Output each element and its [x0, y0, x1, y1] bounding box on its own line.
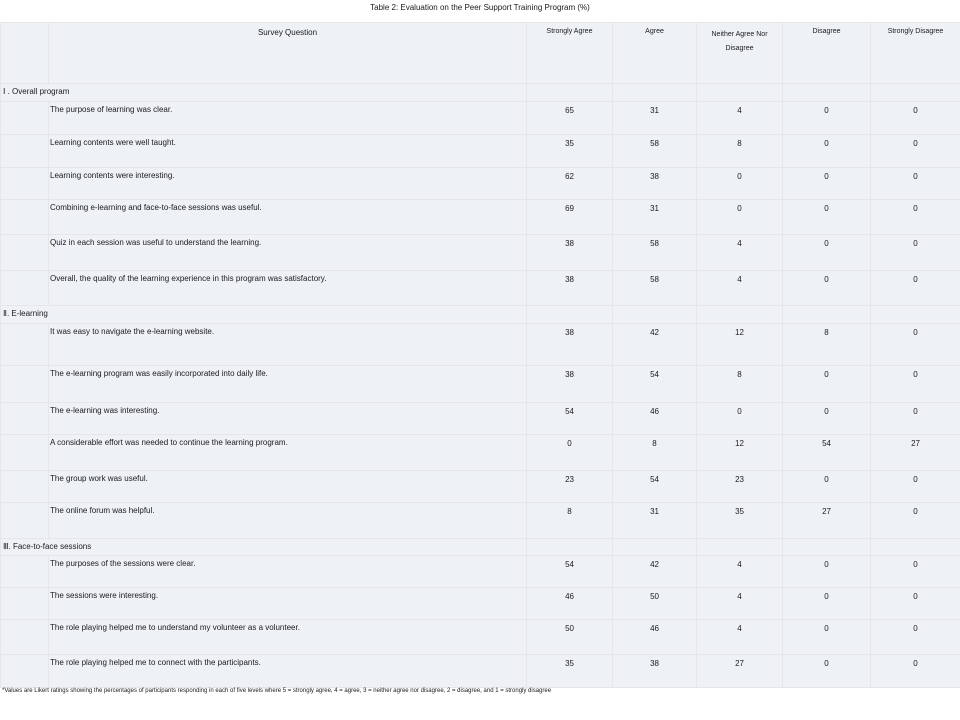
table-row	[1, 620, 960, 655]
neither-value: 8	[697, 135, 783, 168]
agree-value: 31	[613, 200, 697, 235]
survey-question-cell: The e-learning was interesting.	[49, 403, 527, 435]
disagree-value: 0	[783, 620, 871, 655]
section-empty-cell	[613, 306, 697, 324]
section-row	[1, 306, 960, 324]
row-stub-cell	[1, 366, 49, 403]
strongly-agree-value: 54	[527, 556, 613, 588]
agree-value: 31	[613, 503, 697, 539]
agree-value: 54	[613, 471, 697, 503]
disagree-value: 0	[783, 271, 871, 306]
strongly-disagree-value: 27	[871, 435, 960, 471]
strongly-disagree-value: 0	[871, 135, 960, 168]
section-label: Ⅲ. Face-to-face sessions	[1, 539, 527, 556]
table-row	[1, 655, 960, 688]
strongly-disagree-value: 0	[871, 102, 960, 135]
survey-question-cell: Combining e-learning and face-to-face sessions was useful.	[49, 200, 527, 235]
row-stub-cell	[1, 271, 49, 306]
strongly-agree-value: 50	[527, 620, 613, 655]
neither-value: 27	[697, 655, 783, 688]
agree-value: 42	[613, 556, 697, 588]
section-empty-cell	[613, 84, 697, 102]
row-stub-cell	[1, 200, 49, 235]
header-disagree: Disagree	[783, 23, 871, 84]
strongly-agree-value: 0	[527, 435, 613, 471]
survey-question-cell: The purpose of learning was clear.	[49, 102, 527, 135]
strongly-disagree-value: 0	[871, 200, 960, 235]
header-strongly-disagree: Strongly Disagree	[871, 23, 960, 84]
row-stub-cell	[1, 655, 49, 688]
strongly-agree-value: 38	[527, 366, 613, 403]
strongly-disagree-value: 0	[871, 471, 960, 503]
section-label: Ⅰ . Overall program	[1, 84, 527, 102]
survey-question-cell: The e-learning program was easily incorporated into daily life.	[49, 366, 527, 403]
neither-value: 4	[697, 235, 783, 271]
neither-value: 4	[697, 271, 783, 306]
table-row	[1, 135, 960, 168]
disagree-value: 0	[783, 588, 871, 620]
section-empty-cell	[783, 84, 871, 102]
neither-value: 12	[697, 435, 783, 471]
survey-question-cell: The online forum was helpful.	[49, 503, 527, 539]
neither-value: 4	[697, 102, 783, 135]
strongly-disagree-value: 0	[871, 655, 960, 688]
table-row	[1, 403, 960, 435]
strongly-disagree-value: 0	[871, 620, 960, 655]
section-empty-cell	[871, 306, 960, 324]
strongly-disagree-value: 0	[871, 366, 960, 403]
disagree-value: 0	[783, 168, 871, 200]
footnote: *Values are Likert ratings showing the percentages of participants responding in each of five levels where 5 = strongly agree, 4 = agree, 3 = neither agree nor disagree, 2 = disagree, and 1 = strongly disagree	[2, 688, 552, 694]
header-neither: Neither Agree Nor Disagree	[697, 23, 783, 84]
survey-question-cell: The role playing helped me to understand my volunteer as a volunteer.	[49, 620, 527, 655]
section-empty-cell	[871, 539, 960, 556]
agree-value: 42	[613, 324, 697, 366]
disagree-value: 0	[783, 403, 871, 435]
strongly-agree-value: 8	[527, 503, 613, 539]
row-stub-cell	[1, 556, 49, 588]
strongly-agree-value: 38	[527, 324, 613, 366]
table-row	[1, 168, 960, 200]
section-empty-cell	[527, 306, 613, 324]
disagree-value: 8	[783, 324, 871, 366]
table-row	[1, 435, 960, 471]
survey-table	[0, 22, 960, 688]
neither-value: 4	[697, 588, 783, 620]
agree-value: 31	[613, 102, 697, 135]
disagree-value: 0	[783, 366, 871, 403]
header-row	[1, 23, 960, 84]
neither-value: 8	[697, 366, 783, 403]
neither-value: 4	[697, 556, 783, 588]
section-empty-cell	[871, 84, 960, 102]
table-row	[1, 366, 960, 403]
row-stub-cell	[1, 135, 49, 168]
table-row	[1, 235, 960, 271]
survey-table-body	[1, 23, 960, 688]
header-agree: Agree	[613, 23, 697, 84]
row-stub-cell	[1, 588, 49, 620]
strongly-disagree-value: 0	[871, 235, 960, 271]
strongly-disagree-value: 0	[871, 324, 960, 366]
table-title: Table 2: Evaluation on the Peer Support Training Program (%)	[370, 3, 590, 12]
table-row	[1, 588, 960, 620]
agree-value: 38	[613, 655, 697, 688]
section-row	[1, 84, 960, 102]
agree-value: 46	[613, 620, 697, 655]
neither-value: 0	[697, 200, 783, 235]
strongly-disagree-value: 0	[871, 556, 960, 588]
disagree-value: 0	[783, 471, 871, 503]
survey-question-cell: The purposes of the sessions were clear.	[49, 556, 527, 588]
survey-question-cell: Learning contents were interesting.	[49, 168, 527, 200]
strongly-disagree-value: 0	[871, 168, 960, 200]
row-stub-cell	[1, 324, 49, 366]
strongly-disagree-value: 0	[871, 403, 960, 435]
disagree-value: 0	[783, 655, 871, 688]
table-row	[1, 503, 960, 539]
strongly-agree-value: 54	[527, 403, 613, 435]
row-stub-cell	[1, 403, 49, 435]
row-stub-cell	[1, 235, 49, 271]
section-empty-cell	[783, 539, 871, 556]
survey-question-cell: It was easy to navigate the e-learning website.	[49, 324, 527, 366]
neither-value: 4	[697, 620, 783, 655]
survey-question-cell: The role playing helped me to connect with the participants.	[49, 655, 527, 688]
agree-value: 58	[613, 271, 697, 306]
disagree-value: 0	[783, 135, 871, 168]
survey-question-cell: The sessions were interesting.	[49, 588, 527, 620]
agree-value: 46	[613, 403, 697, 435]
table-row	[1, 271, 960, 306]
disagree-value: 0	[783, 235, 871, 271]
row-stub-cell	[1, 102, 49, 135]
header-survey-question: Survey Question	[49, 23, 527, 84]
agree-value: 50	[613, 588, 697, 620]
strongly-agree-value: 35	[527, 655, 613, 688]
strongly-agree-value: 23	[527, 471, 613, 503]
header-strongly-agree: Strongly Agree	[527, 23, 613, 84]
section-empty-cell	[527, 84, 613, 102]
strongly-agree-value: 38	[527, 271, 613, 306]
disagree-value: 0	[783, 102, 871, 135]
survey-question-cell: Quiz in each session was useful to understand the learning.	[49, 235, 527, 271]
section-label: Ⅱ. E-learning	[1, 306, 527, 324]
section-empty-cell	[697, 84, 783, 102]
section-empty-cell	[783, 306, 871, 324]
strongly-disagree-value: 0	[871, 588, 960, 620]
table-row	[1, 471, 960, 503]
row-stub-cell	[1, 503, 49, 539]
strongly-agree-value: 38	[527, 235, 613, 271]
row-stub-cell	[1, 435, 49, 471]
table-row	[1, 102, 960, 135]
survey-question-cell: Learning contents were well taught.	[49, 135, 527, 168]
section-empty-cell	[697, 539, 783, 556]
neither-value: 23	[697, 471, 783, 503]
neither-value: 35	[697, 503, 783, 539]
section-empty-cell	[527, 539, 613, 556]
agree-value: 54	[613, 366, 697, 403]
agree-value: 58	[613, 135, 697, 168]
header-stub-cell	[1, 23, 49, 84]
disagree-value: 0	[783, 200, 871, 235]
table-row	[1, 324, 960, 366]
neither-value: 0	[697, 403, 783, 435]
section-row	[1, 539, 960, 556]
strongly-agree-value: 35	[527, 135, 613, 168]
disagree-value: 0	[783, 556, 871, 588]
strongly-agree-value: 69	[527, 200, 613, 235]
survey-question-cell: Overall, the quality of the learning experience in this program was satisfactory.	[49, 271, 527, 306]
disagree-value: 27	[783, 503, 871, 539]
table-row	[1, 200, 960, 235]
strongly-agree-value: 46	[527, 588, 613, 620]
row-stub-cell	[1, 471, 49, 503]
strongly-agree-value: 65	[527, 102, 613, 135]
agree-value: 38	[613, 168, 697, 200]
table-row	[1, 556, 960, 588]
strongly-disagree-value: 0	[871, 503, 960, 539]
neither-value: 12	[697, 324, 783, 366]
strongly-agree-value: 62	[527, 168, 613, 200]
survey-question-cell: The group work was useful.	[49, 471, 527, 503]
agree-value: 58	[613, 235, 697, 271]
disagree-value: 54	[783, 435, 871, 471]
section-empty-cell	[697, 306, 783, 324]
row-stub-cell	[1, 168, 49, 200]
section-empty-cell	[613, 539, 697, 556]
strongly-disagree-value: 0	[871, 271, 960, 306]
agree-value: 8	[613, 435, 697, 471]
neither-value: 0	[697, 168, 783, 200]
survey-question-cell: A considerable effort was needed to continue the learning program.	[49, 435, 527, 471]
row-stub-cell	[1, 620, 49, 655]
